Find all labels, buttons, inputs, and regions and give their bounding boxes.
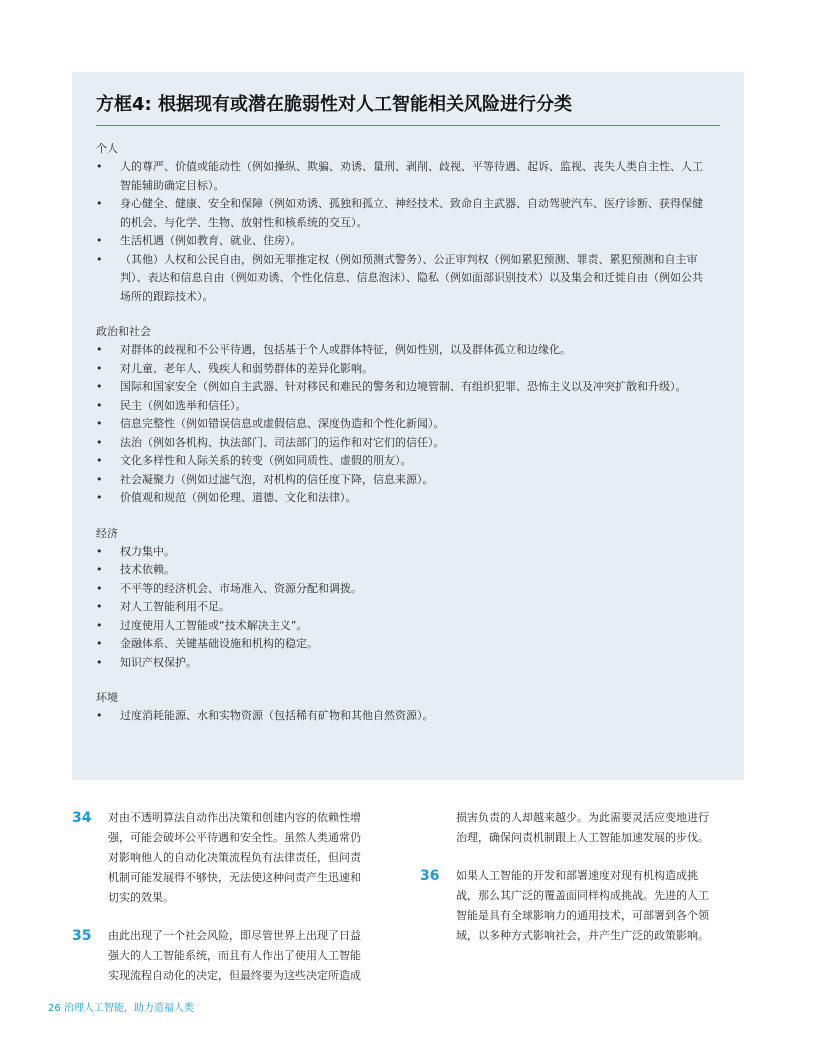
list-item-text: 过度消耗能源、水和实物资源（包括稀有矿物和其他自然资源）。	[120, 709, 434, 722]
section-title: 环境	[96, 691, 118, 704]
bullet-icon: •	[96, 637, 103, 650]
risk-section	[96, 525, 720, 673]
list-item	[96, 471, 712, 490]
list-item-text: 对儿童、老年人、残疾人和弱势群体的差异化影响。	[120, 361, 373, 375]
list-item-text: 对群体的歧视和不公平待遇，包括基于个人或群体特征，例如性别，以及群体孤立和边缘化。	[120, 343, 571, 356]
list-item	[96, 232, 712, 251]
paragraph-35-continued: 损害负责的人却越来越少。为此需要灵活应变地进行治理，确保问责机制跟上人工智能加速发展的步伐。	[456, 811, 709, 844]
list-item	[96, 360, 712, 379]
list-item-text: 金融体系、关键基础设施和机构的稳定。	[120, 637, 318, 650]
paragraph-text: 如果人工智能的开发和部署速度对现有机构造成挑战，那么其广泛的覆盖面同样构成挑战。先进的人工智能是具有全球影响力的通用技术，可部署到各个领域，以多种方式影响社会，并产生广泛的政策影响。	[456, 869, 709, 942]
list-item	[96, 561, 712, 580]
bullet-icon: •	[96, 160, 103, 173]
list-item	[96, 617, 712, 636]
paragraph-35	[72, 926, 370, 986]
risk-classification-box	[72, 72, 744, 780]
bullet-icon: •	[96, 361, 103, 375]
list-item-text: 国际和国家安全（例如自主武器、针对移民和难民的警务和边境管制、有组织犯罪、恐怖主义以及冲突扩散和升级）。	[120, 380, 687, 393]
bullet-list	[96, 341, 720, 508]
section-title: 个人	[96, 142, 118, 155]
body-paragraphs	[72, 808, 744, 982]
bullet-icon: •	[96, 234, 103, 247]
bullet-icon: •	[96, 544, 103, 558]
list-item	[96, 635, 712, 654]
list-item-text: 技术依赖。	[120, 563, 175, 576]
list-item	[96, 707, 712, 726]
list-item	[96, 195, 712, 232]
list-item-text: 不平等的经济机会、市场准入、资源分配和调拨。	[120, 581, 362, 595]
bullet-icon: •	[96, 454, 103, 467]
list-item	[96, 598, 712, 617]
bullet-icon: •	[96, 435, 103, 449]
list-item-text: 文化多样性和人际关系的转变（例如同质性、虚假的朋友）。	[120, 454, 412, 467]
bullet-icon: •	[96, 618, 103, 632]
list-item-text: 权力集中。	[120, 544, 175, 558]
list-item-text: 身心健全、健康、安全和保障（例如劝诱、孤独和孤立、神经技术、致命自主武器、自动驾驶汽车、医疗诊断、获得保健的机会、与化学、生物、放射性和核系统的交互）。	[120, 197, 703, 229]
risk-section	[96, 323, 720, 508]
page-number: 26	[48, 1003, 61, 1014]
bullet-icon: •	[96, 197, 103, 210]
list-item	[96, 654, 712, 673]
paragraph-text: 由此出现了一个社会风险，即尽管世界上出现了日益强大的人工智能系统，而且有人作出了使用人工智能实现流程自动化的决定，但最终要为这些决定所造成	[108, 929, 361, 982]
bullet-icon: •	[96, 600, 103, 613]
bullet-icon: •	[96, 472, 103, 486]
bullet-icon: •	[96, 655, 103, 669]
list-item-text: 价值观和规范（例如伦理、道德、文化和法律）。	[120, 491, 357, 504]
paragraph-number: 34	[72, 810, 92, 826]
box-title: 方框4: 根据现有或潜在脆弱性对人工智能相关风险进行分类	[96, 92, 720, 126]
bullet-list	[96, 543, 720, 673]
bullet-icon: •	[96, 563, 103, 576]
section-title: 政治和社会	[96, 325, 151, 338]
list-item-text: 对人工智能利用不足。	[120, 600, 230, 613]
left-column	[72, 808, 370, 1004]
paragraph-text: 对由不透明算法自动作出决策和创建内容的依赖性增强，可能会破坏公平待遇和安全性。虽然人类通常仍对影响他人的自动化决策流程负有法律责任，但问责机制可能发展得不够快，无法使这种问责产生迅速和切实的效果。	[108, 811, 361, 904]
list-item	[96, 543, 712, 562]
list-item	[96, 489, 712, 508]
section-title: 经济	[96, 526, 118, 540]
list-item	[96, 580, 712, 599]
list-item	[96, 434, 712, 453]
list-item	[96, 397, 712, 416]
list-item	[96, 452, 712, 471]
list-item-text: 社会凝聚力（例如过滤气泡，对机构的信任度下降，信息来源）。	[120, 472, 434, 486]
bullet-list	[96, 707, 720, 726]
list-item-text: 过度使用人工智能或“技术解决主义”。	[120, 618, 308, 632]
bullet-icon: •	[96, 417, 103, 430]
bullet-list	[96, 158, 720, 306]
paragraph-34	[72, 808, 370, 908]
paragraph-number: 35	[72, 928, 92, 944]
list-item	[96, 251, 712, 307]
list-item	[96, 158, 712, 195]
footer-title: 治理人工智能，助力造福人类	[63, 1003, 194, 1014]
bullet-icon: •	[96, 398, 103, 412]
bullet-icon: •	[96, 581, 103, 595]
risk-section	[96, 140, 720, 306]
right-column	[420, 808, 718, 964]
bullet-icon: •	[96, 380, 103, 393]
list-item	[96, 341, 712, 360]
bullet-icon: •	[96, 491, 103, 504]
list-item	[96, 378, 712, 397]
list-item	[96, 415, 712, 434]
list-item-text: 法治（例如各机构、执法部门、司法部门的运作和对它们的信任）。	[120, 435, 445, 449]
bullet-icon: •	[96, 343, 103, 356]
list-item-text: 知识产权保护。	[120, 655, 197, 669]
list-item-text: （其他）人权和公民自由，例如无罪推定权（例如预测式警务）、公正审判权（例如累犯预测、罪责、累犯预测和自主审判）、表达和信息自由（例如劝诱、个性化信息、信息泡沫）、隐私（例如面部识别技术）以及集会和迁徙自由（例如公共场所的跟踪技术）。	[120, 252, 703, 303]
list-item-text: 民主（例如选举和信任）。	[120, 398, 247, 412]
list-item-text: 人的尊严、价值或能动性（例如操纵、欺骗、劝诱、量刑、剥削、歧视、平等待遇、起诉、监视、丧失人类自主性、人工智能辅助确定目标）。	[120, 160, 703, 192]
box-sections	[96, 140, 720, 726]
paragraph-number: 36	[420, 868, 440, 884]
paragraph-36	[420, 866, 718, 946]
risk-section	[96, 689, 720, 726]
bullet-icon: •	[96, 252, 103, 266]
list-item-text: 信息完整性（例如错误信息或虚假信息、深度伪造和个性化新闻）。	[120, 417, 445, 430]
page-footer	[48, 1002, 194, 1016]
list-item-text: 生活机遇（例如教育、就业、住房）。	[120, 234, 302, 247]
bullet-icon: •	[96, 709, 103, 722]
